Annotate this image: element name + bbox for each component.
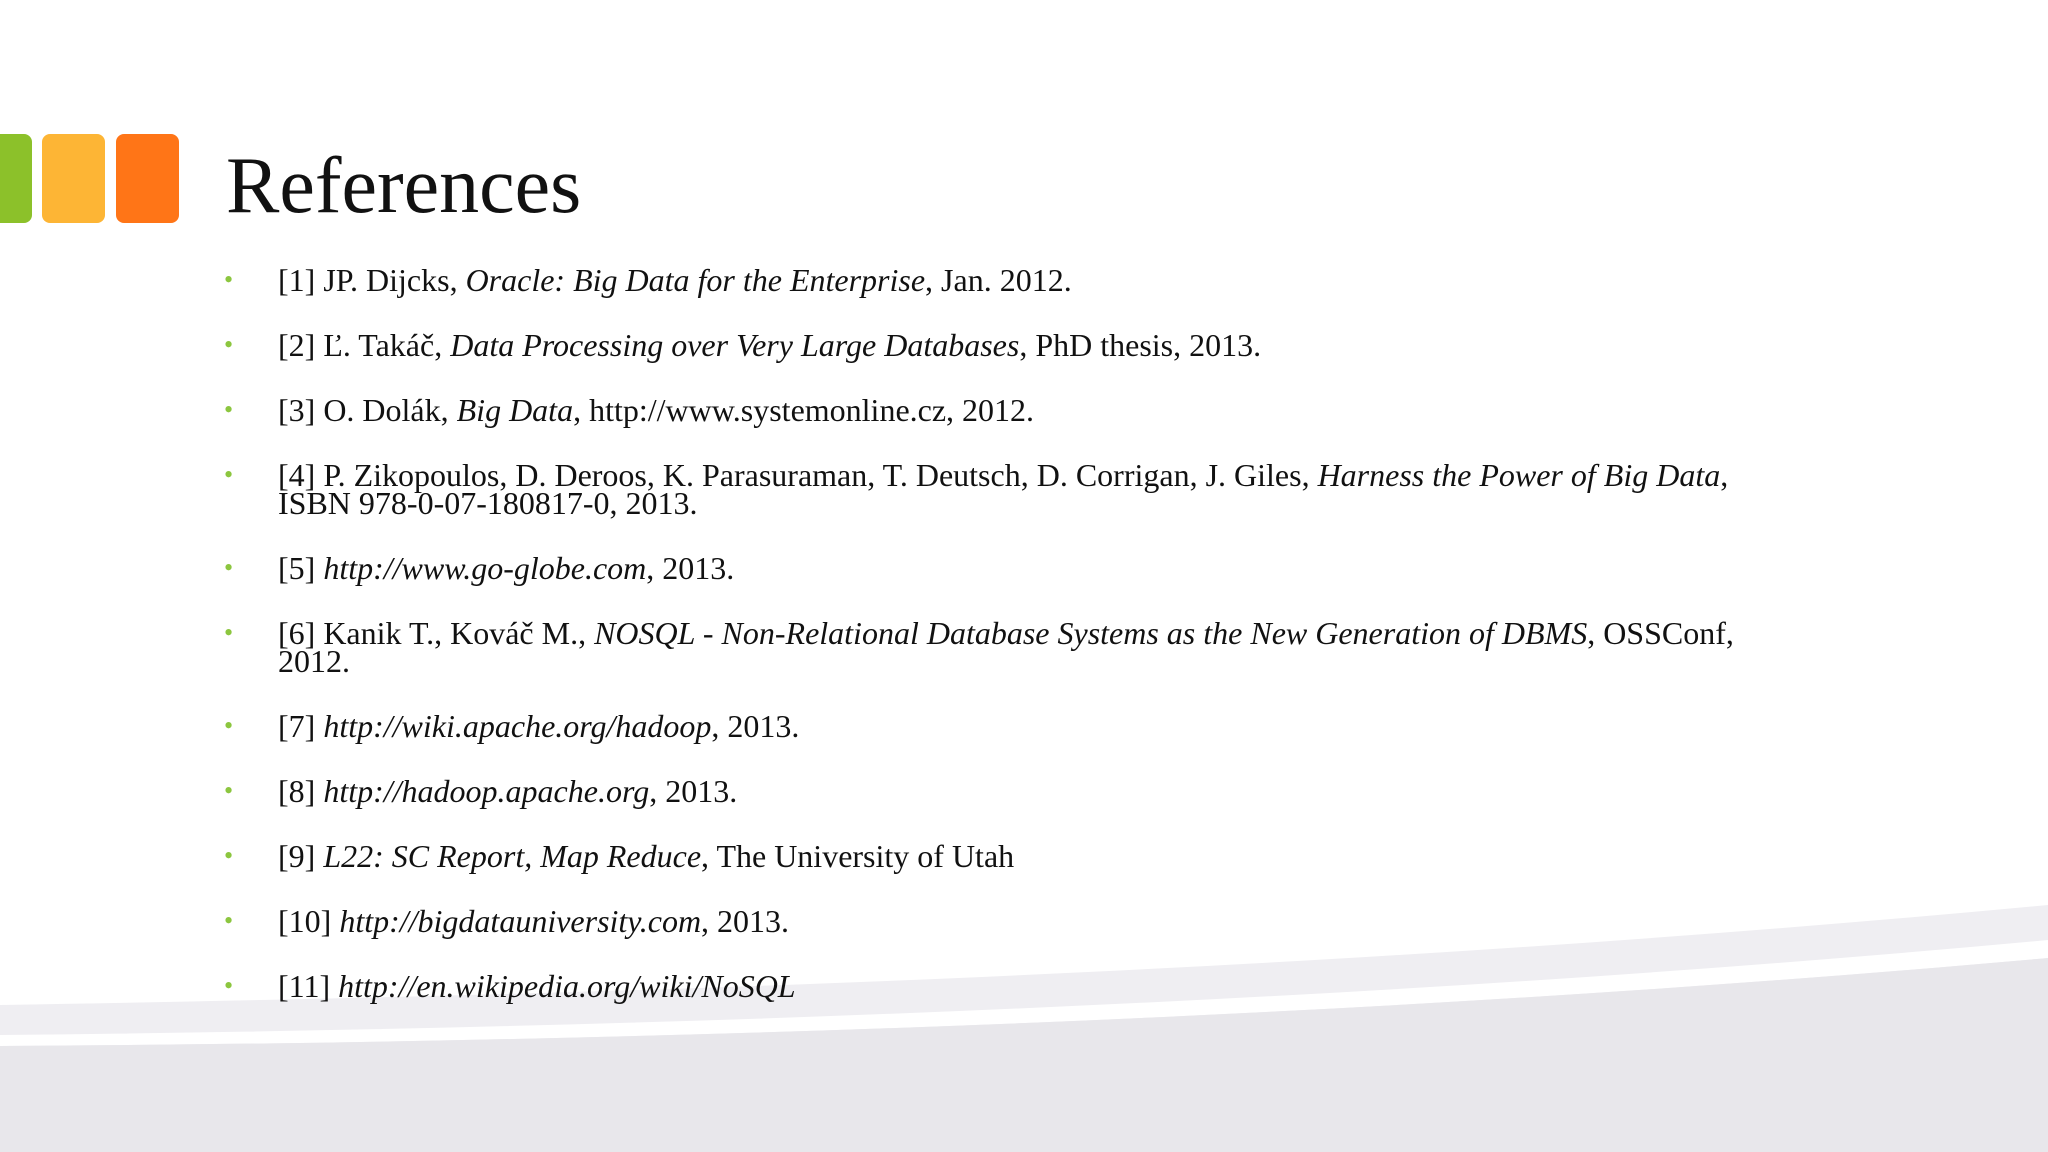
reference-number: [11] — [278, 968, 331, 1004]
reference-number: [5] — [278, 550, 316, 586]
reference-item — [224, 615, 1804, 679]
bullet-icon: • — [224, 330, 234, 359]
reference-number: [10] — [278, 903, 332, 939]
reference-number: [6] — [278, 615, 316, 651]
reference-item — [224, 773, 1804, 809]
references-list — [224, 262, 1804, 1037]
reference-title: Big Data — [456, 392, 574, 428]
accent-square-green — [0, 134, 32, 223]
bullet-icon: • — [224, 971, 234, 1000]
reference-number: [3] — [278, 392, 316, 428]
reference-authors: O. Dolák, — [315, 392, 457, 428]
reference-number: [4] — [278, 457, 316, 493]
reference-title: http://hadoop.apache.org — [323, 773, 650, 809]
reference-number: [9] — [278, 838, 316, 874]
bullet-icon: • — [224, 841, 234, 870]
bullet-icon: • — [224, 460, 234, 489]
bullet-icon: • — [224, 711, 234, 740]
reference-authors: P. Zikopoulos, D. Deroos, K. Parasuraman, T. Deutsch, D. Corrigan, J. Giles, — [315, 457, 1318, 493]
reference-details: , OSSConf, 2012. — [278, 615, 1734, 679]
reference-details: , Jan. 2012. — [925, 262, 1072, 298]
accent-square-orange — [116, 134, 179, 223]
reference-item — [224, 457, 1804, 521]
bullet-icon: • — [224, 265, 234, 294]
accent-square-yellow — [42, 134, 105, 223]
reference-details: , PhD thesis, 2013. — [1019, 327, 1262, 363]
reference-title: http://wiki.apache.org/hadoop — [323, 708, 712, 744]
reference-title: http://bigdatauniversity.com — [339, 903, 702, 939]
reference-number: [8] — [278, 773, 316, 809]
reference-authors — [330, 968, 338, 1004]
reference-item — [224, 327, 1804, 363]
bullet-icon: • — [224, 553, 234, 582]
reference-title: NOSQL - Non-Relational Database Systems as the New Generation of DBMS — [594, 615, 1588, 651]
reference-details: , 2013. — [649, 773, 738, 809]
reference-details: , 2013. — [701, 903, 790, 939]
reference-item — [224, 262, 1804, 298]
reference-item — [224, 392, 1804, 428]
reference-authors: Ľ. Takáč, — [315, 327, 451, 363]
reference-title: Data Processing over Very Large Databases — [450, 327, 1020, 363]
reference-details: , ISBN 978-0-07-180817-0, 2013. — [278, 457, 1729, 521]
reference-title: http://en.wikipedia.org/wiki/NoSQL — [338, 968, 796, 1004]
bullet-icon: • — [224, 776, 234, 805]
reference-details: , http://www.systemonline.cz, 2012. — [573, 392, 1035, 428]
reference-details: , The University of Utah — [701, 838, 1015, 874]
bullet-icon: • — [224, 906, 234, 935]
reference-details: , 2013. — [711, 708, 800, 744]
bullet-icon: • — [224, 395, 234, 424]
slide-title: References — [226, 142, 582, 230]
reference-title: http://www.go-globe.com — [323, 550, 647, 586]
reference-item — [224, 550, 1804, 586]
accent-squares — [0, 134, 180, 223]
reference-number: [1] — [278, 262, 316, 298]
bullet-icon: • — [224, 618, 234, 647]
reference-item — [224, 838, 1804, 874]
reference-details: , 2013. — [646, 550, 735, 586]
reference-number: [7] — [278, 708, 316, 744]
reference-item — [224, 708, 1804, 744]
reference-authors: Kanik T., Kováč M., — [315, 615, 595, 651]
reference-title: Oracle: Big Data for the Enterprise — [465, 262, 926, 298]
reference-number: [2] — [278, 327, 316, 363]
reference-title: L22: SC Report, Map Reduce — [323, 838, 702, 874]
reference-item — [224, 968, 1804, 1004]
reference-authors: JP. Dijcks, — [315, 262, 466, 298]
reference-title: Harness the Power of Big Data — [1317, 457, 1721, 493]
reference-item — [224, 903, 1804, 939]
